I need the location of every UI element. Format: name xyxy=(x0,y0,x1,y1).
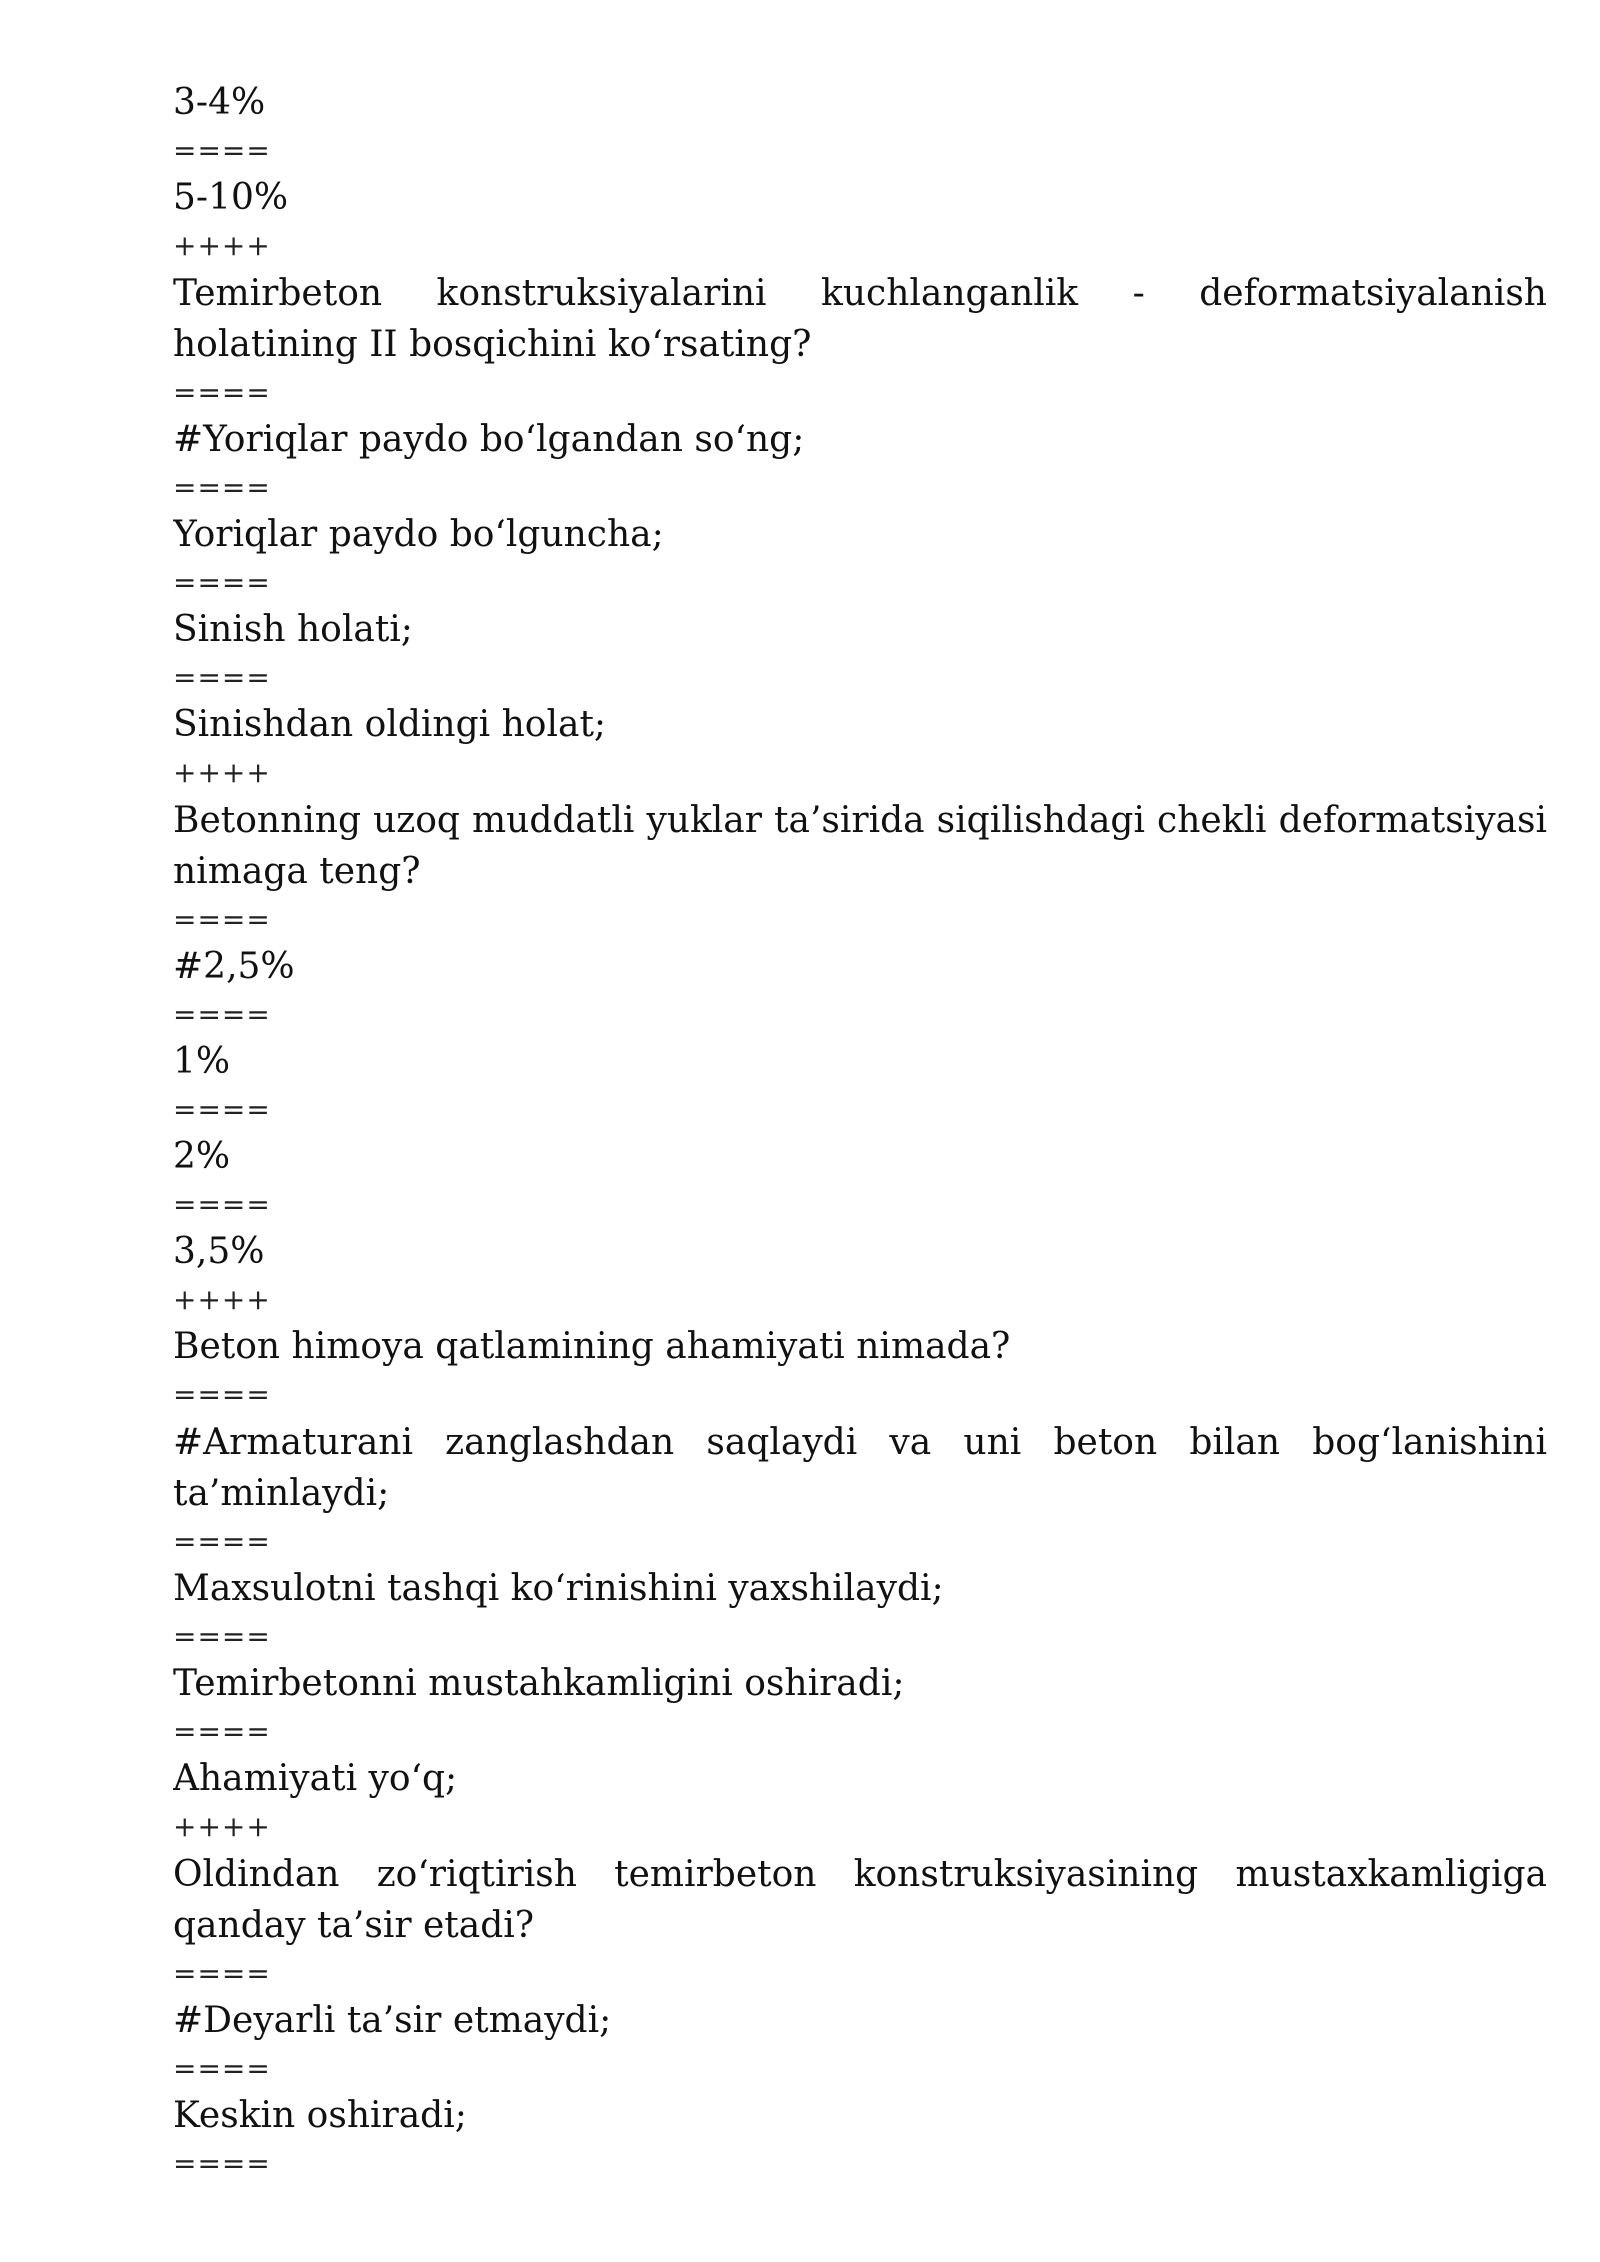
question-separator: ++++ xyxy=(173,229,271,262)
answer-option: Yoriqlar paydo boʻlguncha; xyxy=(173,514,664,555)
answer-option: Maxsulotni tashqi koʻrinishini yaxshilaydi; xyxy=(173,1568,944,1609)
answer-separator: ==== xyxy=(173,1957,271,1990)
answer-separator: ==== xyxy=(173,566,271,599)
answer-option: Sinishdan oldingi holat; xyxy=(173,704,607,745)
document-page xyxy=(173,78,1547,2186)
answer-option: 2% xyxy=(173,1136,231,1177)
answer-option: 1% xyxy=(173,1041,231,1082)
question-text: Temirbeton konstruksiyalarini kuchlanganlik - deformatsiyalanish holatining II bosqichini koʻrsating? xyxy=(173,273,1547,365)
answer-separator: ==== xyxy=(173,134,271,167)
correct-answer-option: #2,5% xyxy=(173,946,295,987)
answer-separator: ==== xyxy=(173,1715,271,1748)
answer-separator: ==== xyxy=(173,903,271,936)
question-separator: ++++ xyxy=(173,756,271,789)
correct-answer-option: #Yoriqlar paydo boʻlgandan soʻng; xyxy=(173,419,805,460)
answer-separator: ==== xyxy=(173,1378,271,1411)
answer-option: 5-10% xyxy=(173,177,289,218)
answer-option: 3-4% xyxy=(173,82,266,123)
answer-option: 3,5% xyxy=(173,1231,265,1272)
answer-separator: ==== xyxy=(173,2052,271,2085)
answer-separator: ==== xyxy=(173,998,271,1031)
question-text: Beton himoya qatlamining ahamiyati nimada? xyxy=(173,1326,1011,1367)
answer-separator: ==== xyxy=(173,661,271,694)
answer-separator: ==== xyxy=(173,2147,271,2180)
answer-option: Keskin oshiradi; xyxy=(173,2095,467,2136)
question-separator: ++++ xyxy=(173,1810,271,1843)
answer-option: Sinish holati; xyxy=(173,609,413,650)
answer-separator: ==== xyxy=(173,1525,271,1558)
answer-separator: ==== xyxy=(173,471,271,504)
answer-separator: ==== xyxy=(173,1188,271,1221)
question-text: Oldindan zoʻriqtirish temirbeton konstruksiyasining mustaxkamligiga qanday ta’sir etadi? xyxy=(173,1854,1547,1946)
answer-separator: ==== xyxy=(173,376,271,409)
answer-option: Ahamiyati yoʻq; xyxy=(173,1758,458,1799)
question-text: Betonning uzoq muddatli yuklar ta’sirida siqilishdagi chekli deformatsiyasi nimaga teng? xyxy=(173,800,1547,892)
correct-answer-option: #Armaturani zanglashdan saqlaydi va uni beton bilan bogʻlanishini ta’minlaydi; xyxy=(173,1422,1547,1514)
answer-separator: ==== xyxy=(173,1620,271,1653)
answer-separator: ==== xyxy=(173,1093,271,1126)
correct-answer-option: #Deyarli ta’sir etmaydi; xyxy=(173,2000,612,2041)
question-separator: ++++ xyxy=(173,1283,271,1316)
answer-option: Temirbetonni mustahkamligini oshiradi; xyxy=(173,1663,905,1704)
